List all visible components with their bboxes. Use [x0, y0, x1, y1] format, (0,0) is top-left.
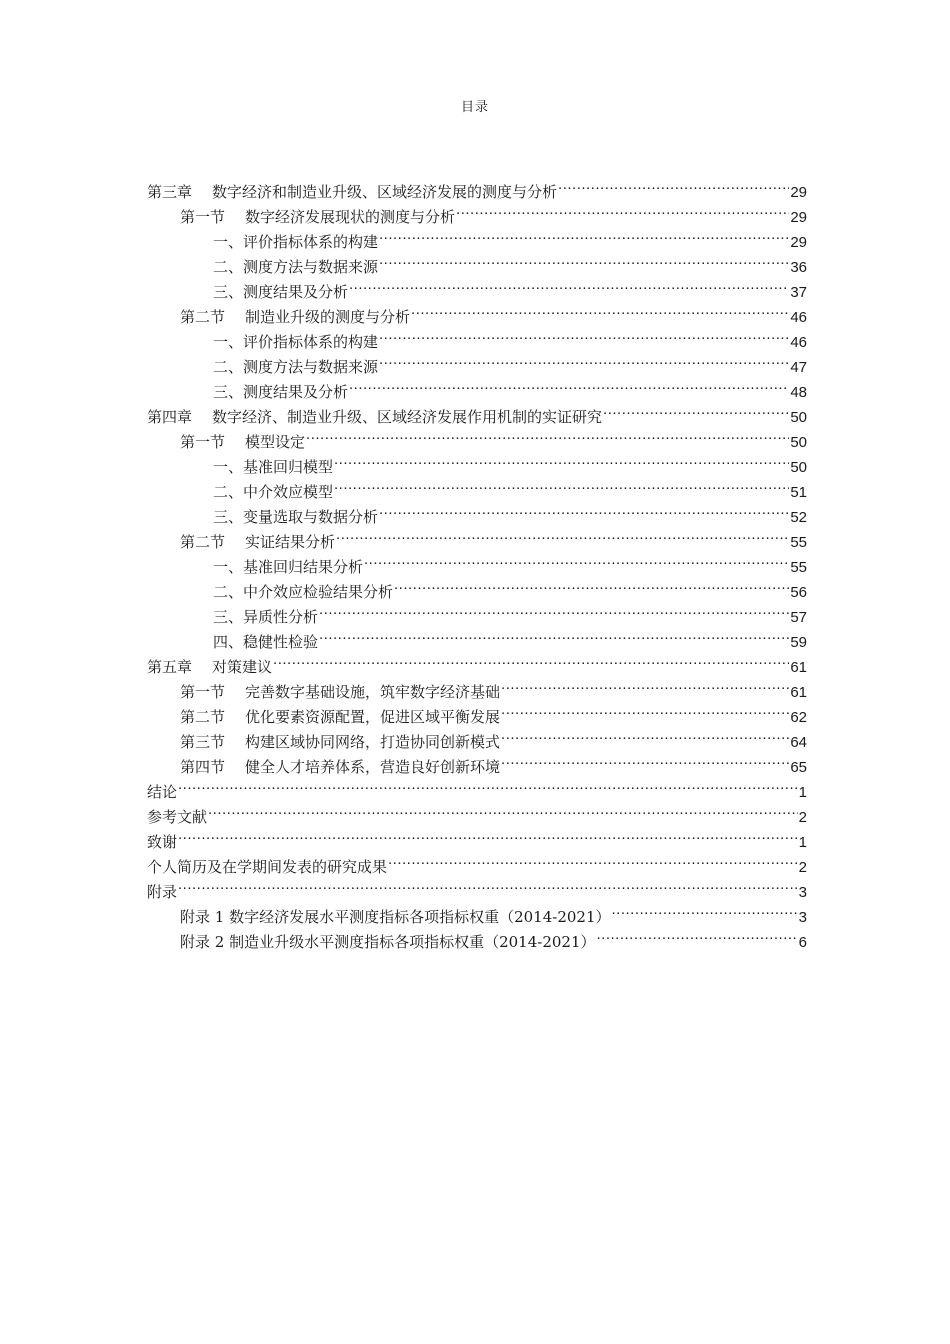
toc-entry-page-number: 2 [798, 809, 807, 826]
toc-entry-text: 参考文献 [147, 808, 208, 826]
toc-entry-page-number: 29 [790, 234, 807, 251]
toc-entry-text: 二、测度方法与数据来源 [213, 358, 379, 376]
toc-entry-page-number: 37 [790, 284, 807, 301]
toc-entry-page-number: 29 [790, 184, 807, 201]
toc-dot-leader [178, 772, 798, 797]
toc-entry-page-number: 50 [790, 434, 807, 451]
toc-entry-label [213, 230, 378, 255]
toc-entry-page-number: 29 [790, 209, 807, 226]
toc-entry-label [213, 480, 333, 505]
toc-entry-label [213, 380, 348, 405]
toc-entry-page-number: 62 [790, 709, 807, 726]
toc-entry[interactable] [147, 847, 807, 876]
toc-entry-number: 第一节 [180, 683, 226, 701]
toc-dot-leader [364, 547, 789, 572]
toc-entry-text: 数字经济、制造业升级、区域经济发展作用机制的实证研究 [212, 408, 603, 426]
toc-entry-page-number: 47 [790, 359, 807, 376]
toc-entry-page-number: 48 [790, 384, 807, 401]
toc-entry-text: 对策建议 [212, 658, 273, 676]
toc-entry-page-number: 56 [790, 584, 807, 601]
toc-entry-text: 致谢 [147, 833, 178, 851]
toc-entry-label [213, 330, 378, 355]
toc-entry-page-number: 59 [790, 634, 807, 651]
toc-entry[interactable] [147, 897, 807, 926]
toc-entry-number: 第二节 [180, 708, 226, 726]
toc-dot-leader [612, 897, 798, 922]
toc-dot-leader [306, 422, 789, 447]
toc-entry-page-number: 52 [790, 509, 807, 526]
toc-entry-page-number: 1 [798, 784, 807, 801]
toc-dot-leader [319, 597, 789, 622]
toc-entry-text: 二、测度方法与数据来源 [213, 258, 379, 276]
toc-dot-leader [597, 922, 798, 947]
toc-entry-text: 健全人才培养体系，营造良好创新环境 [245, 758, 501, 776]
toc-dot-leader [388, 847, 798, 872]
toc-dot-leader [334, 472, 789, 497]
toc-entry-page-number: 50 [790, 409, 807, 426]
toc-entry-label [147, 830, 177, 855]
toc-entry-page-number: 6 [798, 934, 807, 951]
toc-entry-text: 制造业升级的测度与分析 [245, 308, 411, 326]
toc-entry-text: 附录 2 制造业升级水平测度指标各项指标权重（2014-2021） [180, 933, 596, 951]
toc-entry-text: 三、测度结果及分析 [213, 383, 349, 401]
toc-entry-label [213, 605, 318, 630]
toc-entry-label [147, 655, 272, 680]
toc-entry-label [180, 430, 305, 455]
toc-dot-leader [379, 322, 789, 347]
toc-entry-text: 一、评价指标体系的构建 [213, 333, 379, 351]
toc-entry-text: 二、中介效应检验结果分析 [213, 583, 394, 601]
toc-dot-leader [603, 397, 789, 422]
toc-entry-number: 第一节 [180, 208, 226, 226]
toc-entry-text: 个人简历及在学期间发表的研究成果 [147, 858, 388, 876]
toc-entry[interactable] [147, 872, 807, 901]
toc-entry-label [180, 705, 500, 730]
toc-entry-page-number: 2 [798, 859, 807, 876]
toc-dot-leader [394, 572, 789, 597]
toc-entry-number: 第一节 [180, 433, 226, 451]
toc-entry-label [147, 880, 177, 905]
table-of-contents [147, 172, 807, 951]
toc-entry-text: 完善数字基础设施，筑牢数字经济基础 [245, 683, 501, 701]
toc-entry-page-number: 55 [790, 534, 807, 551]
toc-dot-leader [379, 247, 789, 272]
toc-entry[interactable] [147, 822, 807, 851]
toc-dot-leader [501, 722, 789, 747]
toc-entry-label [180, 530, 335, 555]
toc-entry-page-number: 3 [798, 884, 807, 901]
toc-entry-label [180, 730, 500, 755]
toc-entry-text: 一、基准回归结果分析 [213, 558, 364, 576]
toc-entry-text: 构建区域协同网络，打造协同创新模式 [245, 733, 501, 751]
toc-dot-leader [273, 647, 789, 672]
toc-dot-leader [501, 672, 789, 697]
toc-entry-text: 附录 [147, 883, 178, 901]
toc-dot-leader [558, 172, 789, 197]
toc-entry-number: 第四章 [147, 408, 193, 426]
page-title: 目录 [460, 100, 489, 115]
toc-dot-leader [379, 222, 789, 247]
toc-entry-page-number: 64 [790, 734, 807, 751]
toc-dot-leader [501, 697, 789, 722]
toc-entry-page-number: 55 [790, 559, 807, 576]
toc-dot-leader [456, 197, 789, 222]
toc-dot-leader [501, 747, 789, 772]
toc-entry-number: 第二节 [180, 308, 226, 326]
toc-entry-text: 附录 1 数字经济发展水平测度指标各项指标权重（2014-2021） [180, 908, 611, 926]
toc-entry-text: 三、异质性分析 [213, 608, 319, 626]
toc-entry-text: 数字经济发展现状的测度与分析 [245, 208, 456, 226]
toc-entry[interactable] [147, 772, 807, 801]
toc-dot-leader [379, 347, 789, 372]
toc-entry-label [213, 455, 333, 480]
toc-entry[interactable] [147, 797, 807, 826]
toc-entry-label [213, 280, 348, 305]
toc-entry-text: 优化要素资源配置，促进区域平衡发展 [245, 708, 501, 726]
toc-dot-leader [178, 872, 798, 897]
toc-entry-page-number: 65 [790, 759, 807, 776]
toc-entry-page-number: 57 [790, 609, 807, 626]
toc-entry-text: 三、变量选取与数据分析 [213, 508, 379, 526]
toc-dot-leader [349, 272, 789, 297]
toc-entry-text: 一、基准回归模型 [213, 458, 334, 476]
toc-entry-number: 第五章 [147, 658, 193, 676]
toc-dot-leader [336, 522, 789, 547]
toc-entry-page-number: 3 [798, 909, 807, 926]
toc-entry-label [213, 555, 363, 580]
toc-entry-text: 结论 [147, 783, 178, 801]
toc-entry-label [180, 930, 596, 955]
toc-entry-number: 第三章 [147, 183, 193, 201]
toc-dot-leader [334, 447, 789, 472]
toc-dot-leader [379, 497, 789, 522]
toc-entry-page-number: 51 [790, 484, 807, 501]
toc-entry-text: 三、测度结果及分析 [213, 283, 349, 301]
toc-entry-number: 第四节 [180, 758, 226, 776]
toc-entry-label [147, 780, 177, 805]
toc-entry-number: 第三节 [180, 733, 226, 751]
toc-entry-page-number: 1 [798, 834, 807, 851]
toc-dot-leader [178, 822, 798, 847]
toc-entry-number: 第二节 [180, 533, 226, 551]
toc-entry-text: 四、稳健性检验 [213, 633, 319, 651]
toc-entry-text: 实证结果分析 [245, 533, 336, 551]
toc-entry-label [180, 905, 611, 930]
toc-entry-page-number: 46 [790, 334, 807, 351]
toc-entry-page-number: 61 [790, 684, 807, 701]
toc-entry[interactable] [147, 172, 807, 201]
toc-dot-leader [349, 372, 789, 397]
toc-dot-leader [411, 297, 789, 322]
toc-entry-text: 模型设定 [245, 433, 306, 451]
toc-entry-page-number: 50 [790, 459, 807, 476]
toc-entry-page-number: 46 [790, 309, 807, 326]
toc-entry-page-number: 61 [790, 659, 807, 676]
toc-entry-text: 一、评价指标体系的构建 [213, 233, 379, 251]
toc-entry-label [180, 680, 500, 705]
toc-entry-text: 数字经济和制造业升级、区域经济发展的测度与分析 [212, 183, 558, 201]
toc-dot-leader [208, 797, 798, 822]
toc-dot-leader [319, 622, 789, 647]
toc-entry-page-number: 36 [790, 259, 807, 276]
toc-entry-label [180, 305, 410, 330]
toc-entry-text: 二、中介效应模型 [213, 483, 334, 501]
